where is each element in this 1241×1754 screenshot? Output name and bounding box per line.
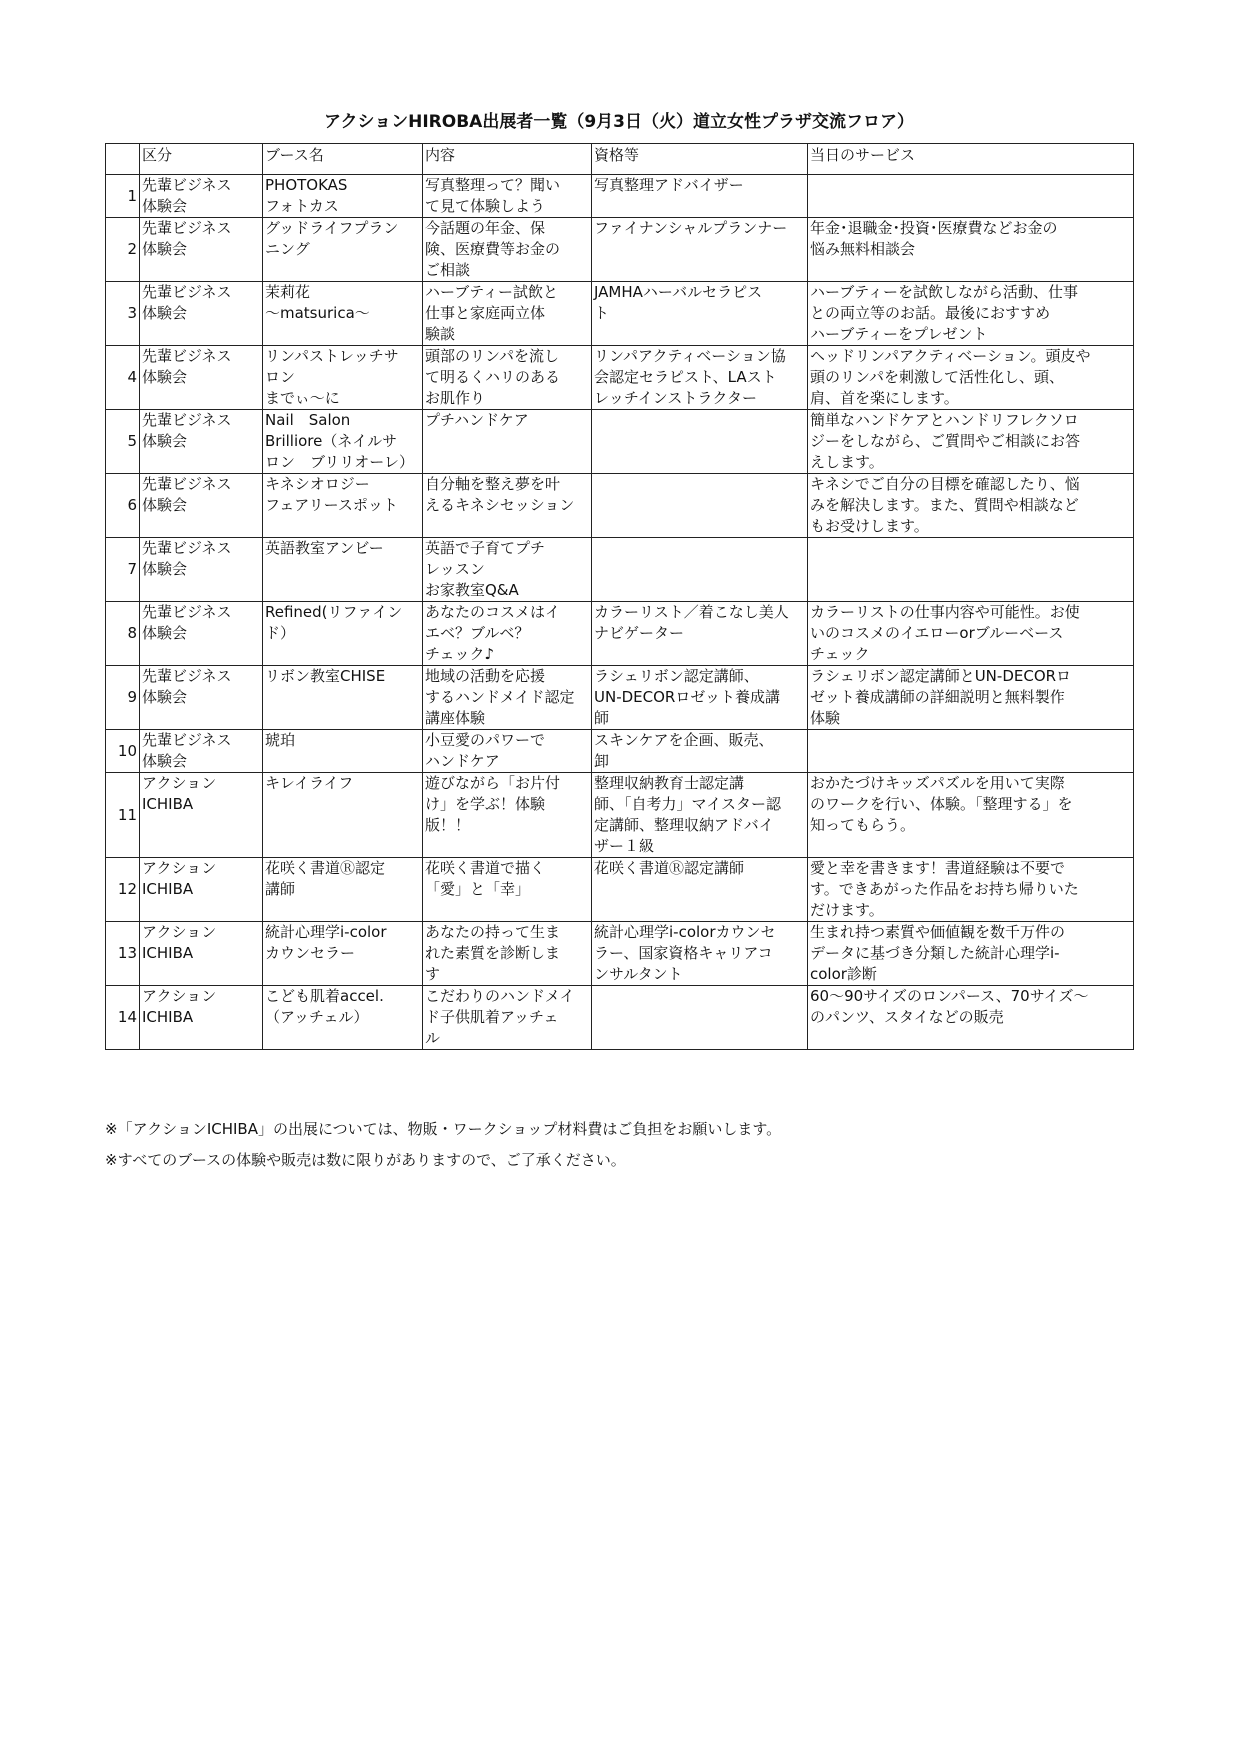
table-row: [106, 986, 1134, 1050]
header-service: 当日のサービス: [808, 144, 1134, 175]
row-number-cell: [106, 666, 140, 730]
note-line: ※「アクションICHIBA」の出展については、物販・ワークショップ材料費はご負担をお願いします。: [105, 1120, 782, 1138]
table-row: [106, 666, 1134, 730]
row-category: 先輩ビジネス 体験会: [142, 667, 232, 706]
table-row: [106, 175, 1134, 218]
row-qualification: 花咲く書道Ⓡ認定講師: [594, 859, 745, 877]
row-qualification: 整理収納教育士認定講 師、「自考力」マイスター認 定講師、整理収納アドバイ ザー１級: [594, 774, 782, 855]
row-qualification-cell: [592, 218, 808, 282]
row-category: 先輩ビジネス 体験会: [142, 411, 232, 450]
row-service: 簡単なハンドケアとハンドリフレクソロ ジーをしながら、ご質問やご相談にお答 えします。: [810, 411, 1081, 471]
table-row: [106, 602, 1134, 666]
row-content-cell: [423, 474, 592, 538]
row-qualification-cell: [592, 474, 808, 538]
row-booth-name: 英語教室アンビー: [265, 539, 384, 557]
row-number-cell: [106, 773, 140, 858]
table-row: [106, 218, 1134, 282]
row-qualification: リンパアクティベーション協 会認定セラピスト、LAスト レッチインストラクター: [594, 347, 786, 407]
row-number: 1: [127, 186, 137, 205]
row-content-cell: [423, 346, 592, 410]
row-content-cell: [423, 986, 592, 1050]
row-booth-name-cell: [263, 282, 423, 346]
row-content: 遊びながら「お片付 け」を学ぶ！体験 版！！: [425, 774, 561, 834]
row-qualification-cell: [592, 175, 808, 218]
row-number: 7: [127, 560, 137, 578]
row-category-cell: [140, 602, 263, 666]
header-category: 区分: [140, 144, 263, 175]
row-category-cell: [140, 410, 263, 474]
row-qualification-cell: [592, 773, 808, 858]
row-qualification-cell: [592, 666, 808, 730]
table-body: [106, 175, 1134, 1050]
row-number: 4: [127, 368, 137, 386]
table-row: [106, 773, 1134, 858]
row-service-cell: [808, 730, 1134, 773]
table-row: [106, 474, 1134, 538]
row-number: 12: [117, 880, 137, 898]
header-qualification: 資格等: [592, 144, 808, 175]
row-category: 先輩ビジネス 体験会: [142, 475, 232, 514]
table-row: [106, 538, 1134, 602]
row-qualification-cell: [592, 346, 808, 410]
row-category-cell: [140, 474, 263, 538]
row-number: 6: [127, 496, 137, 514]
row-service-cell: [808, 410, 1134, 474]
row-qualification-cell: [592, 730, 808, 773]
row-content-cell: [423, 773, 592, 858]
row-booth-name: Nail Salon Brilliore（ネイルサ ロン ブリリオーレ）: [265, 411, 414, 471]
row-category: 先輩ビジネス 体験会: [142, 219, 232, 258]
row-category-cell: [140, 730, 263, 773]
row-category: アクション ICHIBA: [142, 774, 217, 813]
row-service-cell: [808, 218, 1134, 282]
row-service-cell: [808, 858, 1134, 922]
row-number: 9: [127, 688, 137, 706]
row-category: アクション ICHIBA: [142, 923, 217, 962]
row-number-cell: [106, 922, 140, 986]
row-content: 花咲く書道で描く 「愛」と「幸」: [425, 859, 546, 898]
row-qualification: ファイナンシャルプランナー: [594, 219, 788, 237]
row-qualification-cell: [592, 858, 808, 922]
row-booth-name-cell: [263, 538, 423, 602]
row-content-cell: [423, 410, 592, 474]
row-service: おかたづけキッズパズルを用いて実際 のワークを行い、体験。「整理する」を 知ってもらう。: [810, 774, 1073, 834]
row-booth-name-cell: [263, 346, 423, 410]
row-booth-name-cell: [263, 666, 423, 730]
row-number: 13: [117, 944, 137, 962]
notes: [105, 1114, 781, 1176]
row-category: アクション ICHIBA: [142, 859, 217, 898]
row-booth-name-cell: [263, 602, 423, 666]
row-service-cell: [808, 346, 1134, 410]
row-content: 頭部のリンパを流し て明るくハリのある お肌作り: [425, 347, 561, 407]
table-header-row: [106, 144, 1134, 175]
row-service: キネシでご自分の目標を確認したり、悩 みを解決します。また、質問や相談など もお受けします。: [810, 475, 1080, 535]
row-booth-name-cell: [263, 474, 423, 538]
row-content: 地域の活動を応援 するハンドメイド認定 講座体験: [425, 667, 575, 727]
row-content: こだわりのハンドメイ ド子供肌着アッチェ ル: [425, 987, 575, 1047]
row-category: 先輩ビジネス 体験会: [142, 347, 232, 386]
row-qualification-cell: [592, 986, 808, 1050]
row-number: 5: [127, 432, 137, 450]
row-content-cell: [423, 175, 592, 218]
row-category: 先輩ビジネス 体験会: [142, 603, 232, 642]
row-content: あなたのコスメはイ エベ？ブルベ？ チェック♪: [425, 603, 561, 663]
header-content: 内容: [423, 144, 592, 175]
table-row: [106, 282, 1134, 346]
row-number-cell: [106, 218, 140, 282]
row-qualification-cell: [592, 410, 808, 474]
row-number-cell: [106, 858, 140, 922]
row-content-cell: [423, 666, 592, 730]
table-row: [106, 346, 1134, 410]
row-number-cell: [106, 730, 140, 773]
row-booth-name: PHOTOKAS フォトカス: [265, 176, 348, 215]
row-content-cell: [423, 922, 592, 986]
row-content: 自分軸を整え夢を叶 えるキネシセッション: [425, 475, 575, 514]
row-service-cell: [808, 773, 1134, 858]
row-category: 先輩ビジネス 体験会: [142, 176, 232, 215]
row-service: 愛と幸を書きます！書道経験は不要で す。できあがった作品をお持ち帰りいた だけます。: [810, 859, 1079, 919]
row-content-cell: [423, 538, 592, 602]
row-category-cell: [140, 773, 263, 858]
row-content: 今話題の年金、保 険、医療費等お金の ご相談: [425, 219, 561, 279]
row-content: 英語で子育てプチ レッスン お家教室Q&A: [425, 539, 546, 599]
row-content-cell: [423, 858, 592, 922]
row-booth-name-cell: [263, 773, 423, 858]
row-booth-name-cell: [263, 175, 423, 218]
row-category-cell: [140, 666, 263, 730]
row-qualification: ラシェリボン認定講師、 UN-DECORロゼット養成講 師: [594, 667, 781, 727]
row-booth-name: こども肌着accel. （アッチェル）: [265, 987, 384, 1026]
row-qualification: JAMHAハーバルセラピス ト: [594, 283, 763, 322]
row-category-cell: [140, 282, 263, 346]
row-qualification-cell: [592, 282, 808, 346]
row-booth-name-cell: [263, 986, 423, 1050]
row-category-cell: [140, 218, 263, 282]
row-number-cell: [106, 175, 140, 218]
exhibitor-table: [105, 143, 1134, 1050]
row-qualification-cell: [592, 602, 808, 666]
row-service: 生まれ持つ素質や価値観を数千万件の データに基づき分類した統計心理学i- color診断: [810, 923, 1066, 983]
row-content: 写真整理って？聞い て見て体験しよう: [425, 176, 561, 215]
row-category-cell: [140, 346, 263, 410]
row-number: 11: [117, 805, 137, 824]
row-service-cell: [808, 538, 1134, 602]
row-booth-name: リンパストレッチサ ロン までぃ～に: [265, 347, 399, 407]
row-number: 2: [127, 240, 137, 258]
row-booth-name-cell: [263, 922, 423, 986]
row-category-cell: [140, 922, 263, 986]
header-booth-name: ブース名: [263, 144, 423, 175]
row-booth-name-cell: [263, 858, 423, 922]
row-booth-name-cell: [263, 730, 423, 773]
row-service-cell: [808, 922, 1134, 986]
row-service-cell: [808, 282, 1134, 346]
row-service-cell: [808, 474, 1134, 538]
row-qualification: 統計心理学i-colorカウンセ ラー、国家資格キャリアコ ンサルタント: [594, 923, 776, 983]
row-content-cell: [423, 730, 592, 773]
row-service: カラーリストの仕事内容や可能性。お使 いのコスメのイエローorブルーベース チェック: [810, 603, 1080, 663]
row-content: プチハンドケア: [425, 411, 529, 429]
row-service: ハーブティーを試飲しながら活動、仕事 との両立等のお話。最後におすすめ ハーブティーをプレゼント: [810, 283, 1079, 343]
row-number-cell: [106, 410, 140, 474]
row-qualification-cell: [592, 538, 808, 602]
row-booth-name-cell: [263, 410, 423, 474]
row-qualification-cell: [592, 922, 808, 986]
row-category-cell: [140, 858, 263, 922]
row-qualification: カラーリスト／着こなし美人 ナビゲーター: [594, 603, 789, 642]
row-service-cell: [808, 666, 1134, 730]
header-number: [106, 144, 140, 175]
row-service-cell: [808, 602, 1134, 666]
row-booth-name: 統計心理学i-color カウンセラー: [265, 923, 387, 962]
row-content: 小豆愛のパワーで ハンドケア: [425, 731, 546, 770]
row-number-cell: [106, 602, 140, 666]
row-number: 3: [127, 304, 137, 322]
row-service: 年金･退職金･投資･医療費などお金の 悩み無料相談会: [810, 219, 1058, 258]
table-row: [106, 730, 1134, 773]
row-content: あなたの持って生ま れた素質を診断しま す: [425, 923, 561, 983]
row-qualification: 写真整理アドバイザー: [594, 176, 744, 194]
row-service: 60～90サイズのロンパース、70サイズ～ のパンツ、スタイなどの販売: [810, 987, 1089, 1026]
row-content-cell: [423, 218, 592, 282]
row-service-cell: [808, 986, 1134, 1050]
row-category-cell: [140, 175, 263, 218]
note-line: ※すべてのブースの体験や販売は数に限りがありますので、ご了承ください。: [105, 1151, 626, 1169]
row-booth-name: キレイライフ: [265, 774, 354, 792]
row-booth-name: Refined(リファイン ド）: [265, 603, 403, 642]
row-category-cell: [140, 986, 263, 1050]
row-category: アクション ICHIBA: [142, 987, 217, 1026]
row-booth-name: グッドライフプラン ニング: [265, 219, 399, 258]
row-category: 先輩ビジネス 体験会: [142, 731, 232, 770]
table-row: [106, 858, 1134, 922]
row-category-cell: [140, 538, 263, 602]
row-service: ヘッドリンパアクティベーション。頭皮や 頭のリンパを刺激して活性化し、頭、 肩、首を楽にします。: [810, 347, 1091, 407]
row-category: 先輩ビジネス 体験会: [142, 283, 232, 322]
row-service-cell: [808, 175, 1134, 218]
table-row: [106, 410, 1134, 474]
row-booth-name: キネシオロジー フェアリースポット: [265, 475, 398, 514]
row-number-cell: [106, 282, 140, 346]
row-category: 先輩ビジネス 体験会: [142, 539, 232, 578]
row-booth-name: リボン教室CHISE: [265, 667, 386, 685]
row-number-cell: [106, 986, 140, 1050]
row-content-cell: [423, 282, 592, 346]
row-content-cell: [423, 602, 592, 666]
row-content: ハーブティー試飲と 仕事と家庭両立体 験談: [425, 283, 559, 343]
row-booth-name: 花咲く書道Ⓡ認定 講師: [265, 859, 386, 898]
row-number-cell: [106, 346, 140, 410]
row-number: 14: [117, 1008, 137, 1026]
document-title: アクションHIROBA出展者一覧（9月3日（火）道立女性プラザ交流フロア）: [323, 112, 914, 132]
row-number: 10: [117, 741, 137, 760]
row-service: ラシェリボン認定講師とUN-DECORロ ゼット養成講師の詳細説明と無料製作 体験: [810, 667, 1072, 727]
row-qualification: スキンケアを企画、販売、 卸: [594, 731, 774, 770]
row-number-cell: [106, 474, 140, 538]
row-number-cell: [106, 538, 140, 602]
row-number: 8: [127, 624, 137, 642]
row-booth-name: 琥珀: [265, 731, 296, 749]
table-row: [106, 922, 1134, 986]
row-booth-name: 茉莉花 ～matsurica～: [265, 283, 370, 322]
row-booth-name-cell: [263, 218, 423, 282]
